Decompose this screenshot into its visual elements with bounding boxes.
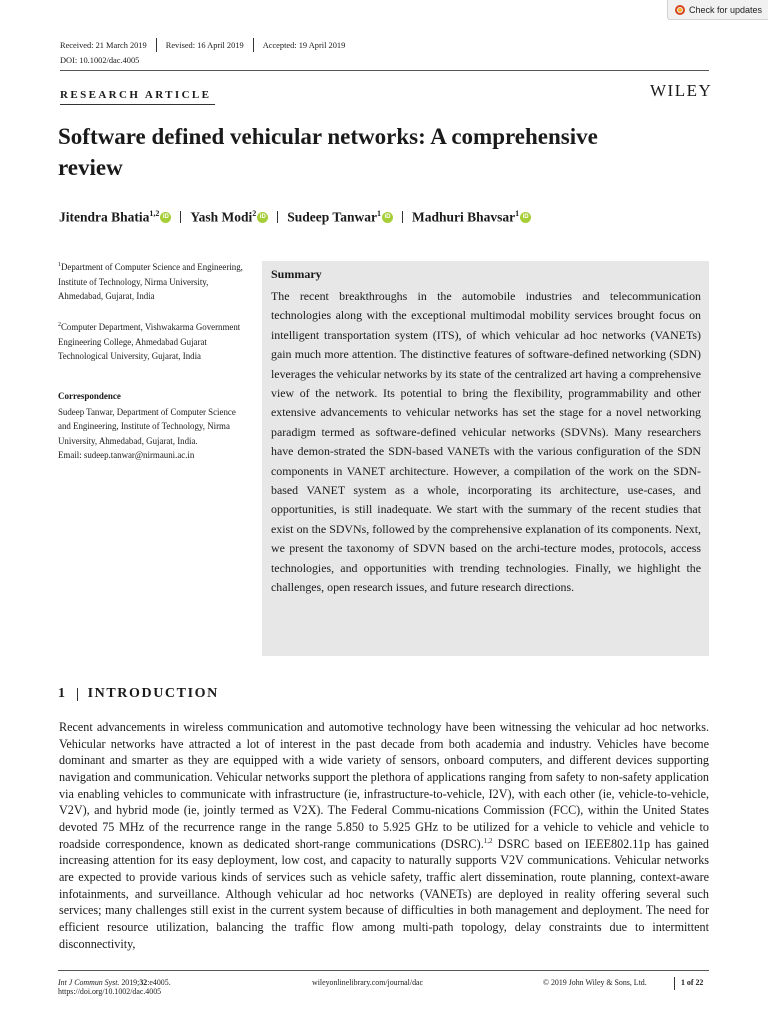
divider [156,38,157,52]
author-divider [180,211,181,223]
article-dates [60,38,345,52]
divider [253,38,254,52]
accepted-date: Accepted: 19 April 2019 [262,40,346,50]
affiliation: $^2$Computer Department, Vishwakarma Government Engineering College, Ahmedabad Gujarat Technological University, Gujarat, India [58,321,241,362]
journal-citation: Int J Commun Syst. 2019;32:e4005. https://doi.org/10.1002/dac.4005 [58,978,171,996]
orcid-icon[interactable]: iD [382,212,393,223]
affiliation: $^1$Department of Computer Science and Engineering, Institute of Technology, Nirma University, Ahmedabad, Gujarat, India [58,261,243,302]
intro-paragraph: Recent advancements in wireless communication and automotive technology have been witnessing the vehicular ad hoc networks. Vehicular networks have attracted a lot of interest in the past decade from both academia and industry. Vehicles have become dominant and smarter as they are equipped with a wide variety of sensors, onboard computers, and different devices supporting navigation and communication. Vehicular networks support the plethora of applications ranging from safety to non-safety application via enabling vehicles to communicate with infrastructure (ie, infrastructure-to-vehicle, I2V), with each other (ie, vehicle-to-vehicle, V2V), and hybrid mode (ie, jointly termed as V2X). The Federal Commu-nications Commission (FCC), within the United States devoted 75 MHz of the recurrence range in the range 5.850 to 5.925 GHz to be utilized for a vehicle to vehicle and vehicle to roadside correspondence, known as dedicated short-range communications (DSRC).$^{1,2}$ DSRC based on IEEE802.11p has gained increasing attention for its easy deployment, low cost, and capacity to naturally supports V2V communications. Vehicular networks are expected to provide various kinds of services such as vehicle safety, traffic alert dissemination, route planning, context-aware infotainments, and surveillance. Although vehicular ad hoc networks (VANETs) are deployed in reality offering several such services; many challenges still exist in the current system because of difficulties in both management and deployment. The need for efficient resource utilization, balancing the traffic flow among multi-path topology, delay constraints due to intermittent disconnectivity, [59,720,709,951]
revised-date: Revised: 16 April 2019 [165,40,244,50]
copyright: © 2019 John Wiley & Sons, Ltd. [543,978,647,987]
orcid-icon[interactable]: iD [520,212,531,223]
correspondence-email[interactable]: Email: sudeep.tanwar@nirmauni.ac.in [58,450,195,461]
correspondence-heading: Correspondence [58,391,121,401]
footer-rule [58,970,709,971]
check-for-updates-label: Check for updates [689,4,763,15]
orcid-icon[interactable]: iD [160,212,171,223]
author-name[interactable]: Sudeep Tanwar$^1$ [287,209,381,225]
author-name[interactable]: Jitendra Bhatia$^{1,2}$ [59,209,160,225]
title-line: review [58,155,123,180]
section-number: 1 [58,686,67,701]
summary-text: The recent breakthroughs in the automobile industries and telecommunication technologies along with the exceptional multimodal mobility services brought focus on intelligent transportation system (ITS), of which vehicular ad hoc networks (VANETs) gain much more attention. The distinctive features of software-defined networking (SDN) leverages the vehicular networks by its state of the centralized art having a comprehensive view of the network. Its potential to bring the flexibility, programmability and other extensive advancements to vehicular networks has set the stage for a novel networking paradigm termed as software-defined vehicular networks (SDVNs). Many researchers have demon-strated the SDN-based VANETs with the various configuration of the SDN components in VANET architecture. However, a compilation of the work on the SDN-based VANET system as a whole, incorporating its architecture, use-cases, and opportunities, is still inadequate. We start with the summary of the recent studies that exist on the SDVNs, followed by the comprehensive explanation of its components. Next, we present the taxonomy of SDVN based on the archi-tecture modes, protocols, access technologies, and opportunities with trending technologies. Finally, we highlight the challenges, open research issues, and future research directions. [271,289,701,595]
correspondence-text: Sudeep Tanwar, Department of Computer Science and Engineering, Institute of Technology, Nirma University, Ahmedabad, Gujarat, India. Email: sudeep.tanwar@nirmauni.ac.in [58,405,250,463]
orcid-icon[interactable]: iD [257,212,268,223]
section-divider [77,688,78,701]
publisher-logo: WILEY [650,81,713,100]
journal-site-link[interactable]: wileyonlinelibrary.com/journal/dac [312,978,424,987]
check-for-updates-button[interactable] [667,0,768,20]
article-type-underline [60,104,215,105]
title-line: Software defined vehicular networks: A comprehensive [58,124,598,149]
author-divider [402,211,403,223]
footer-divider [674,977,675,990]
header-rule [60,70,709,71]
author-name[interactable]: Madhuri Bhavsar$^1$ [411,209,520,225]
doi-line: DOI: 10.1002/dac.4005 [60,56,140,65]
citation[interactable]: 1,2 [483,836,493,845]
article-type-label: RESEARCH ARTICLE [60,89,212,101]
section-heading [58,686,219,702]
received-date: Received: 21 March 2019 [60,40,147,50]
doi-link[interactable]: https://doi.org/10.1002/dac.4005 [58,987,162,996]
author-name[interactable]: Yash Modi$^2$ [190,209,257,225]
crossmark-icon [675,5,685,15]
summary-heading: Summary [271,267,322,281]
section-title: INTRODUCTION [87,686,219,701]
article-title [58,121,698,183]
author-list [59,209,531,226]
author-divider [277,211,278,223]
page-number: 1 of 22 [681,978,704,987]
